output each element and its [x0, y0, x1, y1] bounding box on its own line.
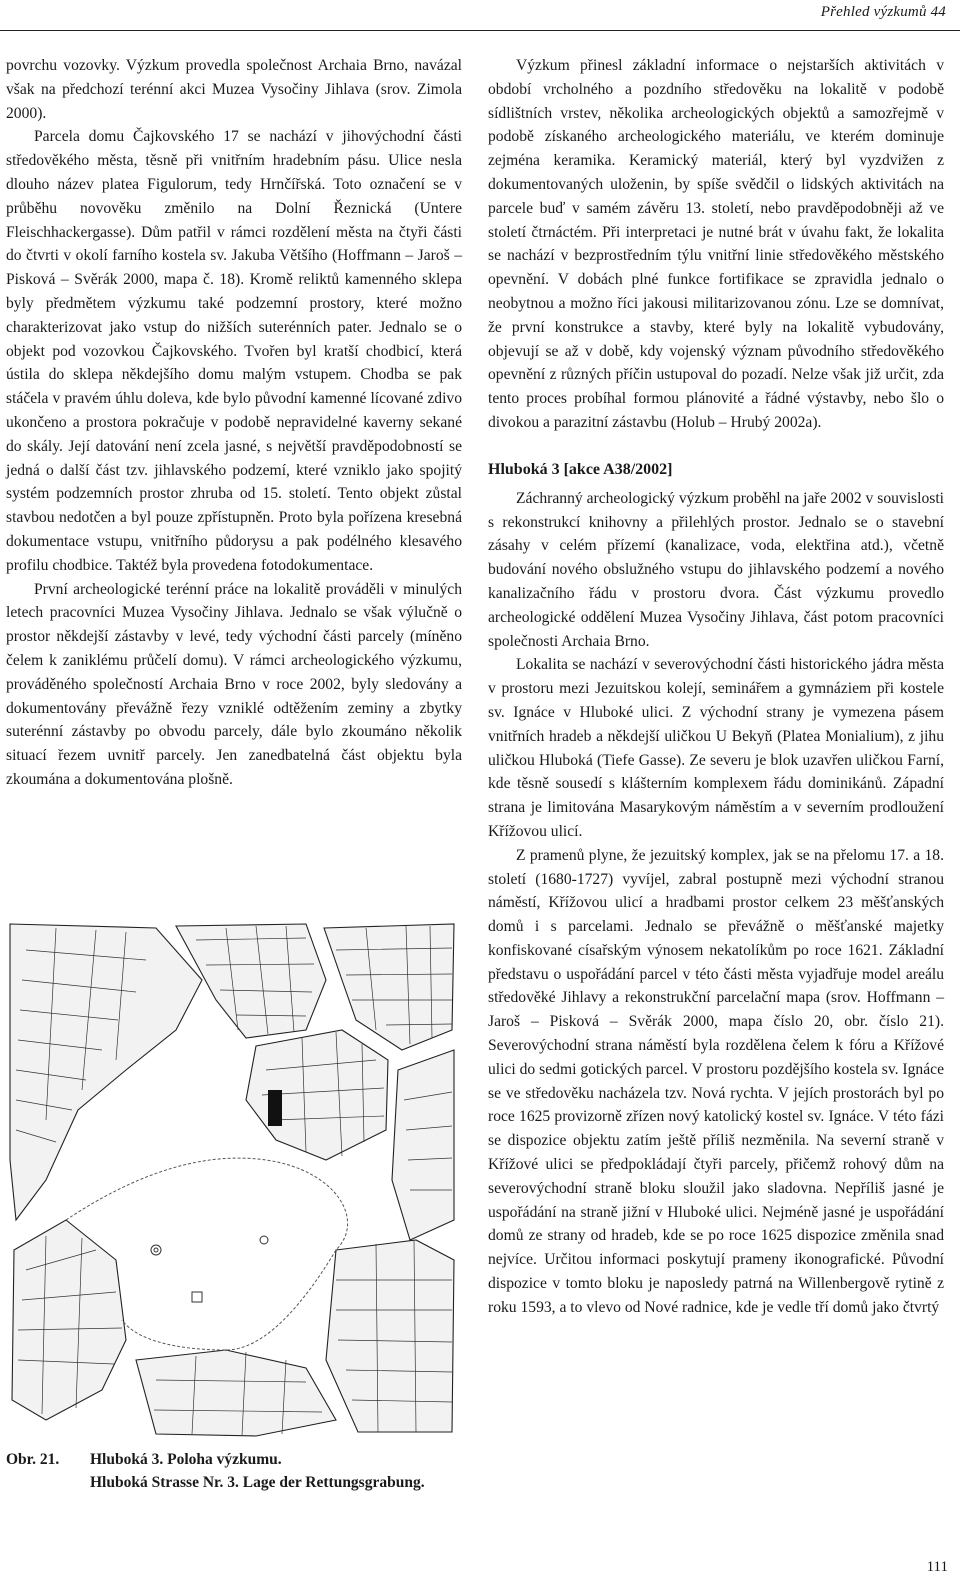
caption-czech: Hluboká 3. Poloha výzkumu. — [90, 1451, 282, 1468]
figure-label: Obr. 21. — [6, 1451, 60, 1468]
section-heading: Hluboká 3 [akce A38/2002] — [488, 460, 673, 478]
paragraph: Záchranný archeologický výzkum proběhl na jaře 2002 v souvislosti s rekonstrukcí knihovny a přilehlých prostor. Jednalo se o stavební zásahy v celém přízemí (kanalizace, voda, elektřina atd.), včetně budování nového obslužného vstupu do jihlavského podzemí a nového kanalizačního řádu v prostoru dvora. Část výzkumu provedlo archeologické oddělení Muzea Vysočiny Jihlava, část potom pracovníci společnosti Archaia Brno. — [488, 489, 944, 650]
city-map-figure — [6, 920, 458, 1440]
page-number: 111 — [926, 1559, 948, 1575]
caption-german: Hluboká Strasse Nr. 3. Lage der Rettungsgrabung. — [90, 1474, 425, 1491]
running-header — [0, 0, 960, 31]
paragraph: Z pramenů plyne, že jezuitský komplex, jak se na přelomu 17. a 18. století (1680-1727) vyvíjel, zabral postupně mezi východní stranou náměstí, Křížovou ulicí a hradbami prostor celkem 23 měšťanských domů i s parcelami. Jednalo se převážně o měšťanské majetky konfiskované císařským výnosem nekatolíkům po roce 1621. Základní představu o uspořádání parcel v této části města vyjadřuje model areálu středověké Jihlavy a rekonstrukční parcelační mapa (srov. Hoffmann – Jaroš – Pisková – Svěrák 2000, mapa číslo 20, obr. číslo 21). Severovýchodní strana náměstí byla rozdělena čelem k fóru a Křížové ulici do sedmi gotických parcel. V prostoru pozdějšího kostela sv. Ignáce se ve středověku nacházela tzv. Nová rychta. V jejích prostorách byl po roce 1625 provizorně zřízen nový katolický kostel sv. Ignáce. V této fázi se dispozice objektu zatím ještě příliš nezměnila. Na severní straně v Křížové ulici se předpokládají čtyři parcely, přičemž rohový dům na severovýchodní straně bloku sloužil jako sladovna. Nepříliš jasné je uspořádání na straně jižní v Hluboké ulici. Nejméně jasné je uspořádání domů ze strany od hradeb, kde se po roce 1625 dispozice změnila snad nejvíce. Určitou informaci poskytují prameny ikonografické. Původní dispozice v tomto bloku je naposledy patrná na Willenbergově rytině z roku 1593, a to vlevo od Nové radnice, kde je vedle tří domů jako čtvrtý — [488, 846, 944, 1316]
running-title: Přehled výzkumů 44 — [820, 4, 946, 20]
paragraph: Lokalita se nachází v severovýchodní části historického jádra města v prostoru mezi Jezuitskou kolejí, seminářem a gymnáziem při kostele sv. Ignáce v Hluboké ulici. Z východní strany je vymezena pásem vnitřních hradeb a někdejší uličkou U Bekyň (Platea Monialium), z jihu uličkou Hluboká (Tiefe Gasse). Ze severu je blok uzavřen uličkou Farní, kde těsně sousedí s klášterním komplexem řádu dominikánů. Západní strana je limitována Masarykovým náměstím a v severním prodloužení Křížovou ulicí. — [488, 656, 944, 840]
caption-text — [90, 1448, 458, 1494]
left-column — [6, 54, 462, 792]
figure-caption — [6, 1448, 458, 1494]
paragraph: povrchu vozovky. Výzkum provedla společnost Archaia Brno, navázal však na předchozí terénní akci Muzea Vysočiny Jihlava (srov. Zimola 2000). — [6, 57, 462, 122]
paragraph: Výzkum přinesl základní informace o nejstarších aktivitách v období vrcholného a pozdního středověku na lokalitě v podobě sídlištních vrstev, několika archeologických objektů a samozřejmě v podobě získaného archeologického materiálu, ve kterém dominuje zejména keramika. Keramický materiál, který byl vyzdvižen z dokumentovaných uloženin, by spíše svědčil o lidských aktivitách na parcele buď v samém závěru 13. století, nebo pravděpodobněji až ve století čtrnáctém. Při interpretaci je nutné brát v úvahu fakt, že lokalita se nachází v bezprostředním týlu vnitřní linie středověkého městského opevnění. V dobách plné funkce fortifikace se zpravidla jednalo o neobytnou a možno říci jakousi militarizovanou zónu. Lze se domnívat, že první konstrukce a stavby, které byly na lokalitě vybudovány, objevují se až v době, kdy vojenský význam původního středověkého opevnění z různých příčin ustupoval do pozadí. Nelze však již určit, zda tento proces probíhal formou plánovité a řádné výstavby, nebo šlo o divokou a parazitní zástavbu (Holub – Hrubý 2002a). — [488, 57, 944, 431]
right-column — [488, 54, 944, 1320]
research-site-marker — [268, 1090, 282, 1126]
paragraph: Parcela domu Čajkovského 17 se nachází v jihovýchodní části středověkého města, těsně při vnitřním hradebním pásu. Ulice nesla dlouho název platea Figulorum, tedy Hrnčířská. Toto označení se v průběhu novověku změnilo na Dolní Řeznická (Untere Fleischhackergasse). Dům patřil v rámci rozdělení města na čtyři části do čtvrti v okolí farního kostela sv. Jakuba Většího (Hoffmann – Jaroš – Pisková – Svěrák 2000, mapa č. 18). Kromě reliktů kamenného sklepa byly předmětem výzkumu také podzemní prostory, které možno charakterizovat jako vstup do nižších suterénních pater. Jednalo se o objekt pod vozovkou Čajkovského. Tvořen byl kratší chodbicí, která ústila do sklepa někdejšího domu malým vstupem. Chodba se pak stáčela v pravém úhlu doleva, kde bylo původní kamenné lícované zdivo ukončeno a prostora pokračuje v podobě nepravidelné kaverny sekané do skály. Její datování není zcela jasné, s největší pravděpodobností se jedná o další část tzv. jihlavského podzemí, které vzniklo jako spojitý systém podzemních prostor zhruba od 15. století. Tento objekt zůstal stavbou nedotčen a byl pouze zpřístupněn. Proto byla pořízena kresebná dokumentace vstupu, vnitřního půdorysu a pak podélného klesavého profilu chodbice. Taktéž byla provedena fotodokumentace. — [6, 128, 462, 574]
paragraph: První archeologické terénní práce na lokalitě prováděli v minulých letech pracovníci Muzea Vysočiny Jihlava. Jednalo se však výlučně o prostor někdejší zástavby v levé, tedy východní části parcely (míněno čelem k zaniklému průčelí domu). V rámci archeologického výzkumu, prováděného společností Archaia Brno v roce 2002, byly sledovány a dokumentovány převážně řezy vzniklé odtěžením zeminy a zbytky suterénní zástavby po obvodu parcely, dále bylo zkoumáno několik situací řezem uvnitř parcely. Jen zanedbatelná část objektu byla zkoumána a dokumentována plošně. — [6, 580, 462, 788]
